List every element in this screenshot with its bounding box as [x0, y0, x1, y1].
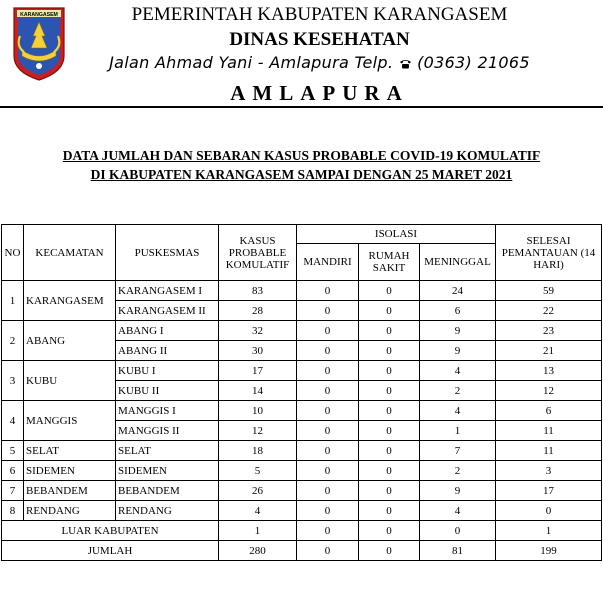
- cell-pusk: ABANG II: [116, 341, 219, 361]
- header-selesai: SELESAI PEMANTAUAN (14 HARI): [496, 225, 602, 281]
- table-row: [2, 401, 602, 421]
- cell-kec: RENDANG: [24, 501, 116, 521]
- cell-selesai: 23: [496, 321, 602, 341]
- cell-rs: 0: [359, 321, 420, 341]
- cell-pusk: SIDEMEN: [116, 461, 219, 481]
- cell-mandiri: 0: [297, 381, 359, 401]
- cell-kec: KUBU: [24, 361, 116, 401]
- logo-text: KARANGASEM: [20, 12, 58, 18]
- covid-cases-table: [1, 224, 602, 561]
- report-title-line1: DATA JUMLAH DAN SEBARAN KASUS PROBABLE COVID-19 KOMULATIF: [62, 148, 541, 163]
- cell-rs: 0: [359, 421, 420, 441]
- luar-meninggal: 0: [420, 521, 496, 541]
- jumlah-row: [2, 541, 602, 561]
- cell-kasus: 32: [219, 321, 297, 341]
- cell-mandiri: 0: [297, 301, 359, 321]
- cell-kec: SELAT: [24, 441, 116, 461]
- cell-pusk: KARANGASEM I: [116, 281, 219, 301]
- telephone-icon: [399, 58, 412, 69]
- cell-rs: 0: [359, 501, 420, 521]
- cell-mandiri: 0: [297, 361, 359, 381]
- cell-meninggal: 4: [420, 401, 496, 421]
- jumlah-mandiri: 0: [297, 541, 359, 561]
- cell-no: 5: [2, 441, 24, 461]
- cell-selesai: 17: [496, 481, 602, 501]
- luar-mandiri: 0: [297, 521, 359, 541]
- cell-mandiri: 0: [297, 281, 359, 301]
- cell-selesai: 22: [496, 301, 602, 321]
- cell-meninggal: 1: [420, 421, 496, 441]
- cell-kec: BEBANDEM: [24, 481, 116, 501]
- header-puskesmas: PUSKESMAS: [116, 225, 219, 281]
- address-text: Jalan Ahmad Yani - Amlapura Telp.: [109, 53, 394, 72]
- cell-meninggal: 9: [420, 341, 496, 361]
- table-row: [2, 361, 602, 381]
- cell-rs: 0: [359, 441, 420, 461]
- cell-meninggal: 9: [420, 481, 496, 501]
- cell-kasus: 14: [219, 381, 297, 401]
- cell-rs: 0: [359, 341, 420, 361]
- cell-selesai: 11: [496, 421, 602, 441]
- department-name: DINAS KESEHATAN: [229, 29, 410, 50]
- cell-kasus: 30: [219, 341, 297, 361]
- cell-kasus: 26: [219, 481, 297, 501]
- cell-no: 7: [2, 481, 24, 501]
- cell-kec: KARANGASEM: [24, 281, 116, 321]
- cell-meninggal: 4: [420, 501, 496, 521]
- jumlah-selesai: 199: [496, 541, 602, 561]
- cell-no: 4: [2, 401, 24, 441]
- cell-no: 3: [2, 361, 24, 401]
- jumlah-label: JUMLAH: [2, 541, 219, 561]
- report-title-line2: DI KABUPATEN KARANGASEM SAMPAI DENGAN 25 MARET 2021: [90, 167, 513, 182]
- cell-rs: 0: [359, 481, 420, 501]
- cell-selesai: 0: [496, 501, 602, 521]
- cell-pusk: ABANG I: [116, 321, 219, 341]
- cell-pusk: MANGGIS I: [116, 401, 219, 421]
- cell-mandiri: 0: [297, 401, 359, 421]
- luar-rs: 0: [359, 521, 420, 541]
- header-kasus: KASUS PROBABLE KOMULATIF: [219, 225, 297, 281]
- cell-no: 6: [2, 461, 24, 481]
- jumlah-rs: 0: [359, 541, 420, 561]
- header-meninggal: MENINGGAL: [420, 244, 496, 281]
- cell-no: 2: [2, 321, 24, 361]
- cell-kasus: 18: [219, 441, 297, 461]
- cell-pusk: KUBU I: [116, 361, 219, 381]
- cell-selesai: 12: [496, 381, 602, 401]
- cell-rs: 0: [359, 281, 420, 301]
- cell-no: 1: [2, 281, 24, 321]
- cell-pusk: RENDANG: [116, 501, 219, 521]
- cell-meninggal: 2: [420, 461, 496, 481]
- table-row: [2, 281, 602, 301]
- cell-pusk: KUBU II: [116, 381, 219, 401]
- table-row: [2, 321, 602, 341]
- cell-pusk: BEBANDEM: [116, 481, 219, 501]
- cell-meninggal: 2: [420, 381, 496, 401]
- cell-kasus: 10: [219, 401, 297, 421]
- cell-selesai: 3: [496, 461, 602, 481]
- cell-meninggal: 4: [420, 361, 496, 381]
- cell-pusk: SELAT: [116, 441, 219, 461]
- luar-kasus: 1: [219, 521, 297, 541]
- cell-kasus: 5: [219, 461, 297, 481]
- cell-no: 8: [2, 501, 24, 521]
- letterhead-divider: [0, 106, 603, 108]
- luar-row: [2, 521, 602, 541]
- header-no: NO: [2, 225, 24, 281]
- header-mandiri: MANDIRI: [297, 244, 359, 281]
- cell-kasus: 12: [219, 421, 297, 441]
- luar-selesai: 1: [496, 521, 602, 541]
- cell-mandiri: 0: [297, 461, 359, 481]
- cell-rs: 0: [359, 361, 420, 381]
- phone-number: (0363) 21065: [417, 53, 530, 72]
- cell-mandiri: 0: [297, 321, 359, 341]
- cell-kec: MANGGIS: [24, 401, 116, 441]
- cell-kec: ABANG: [24, 321, 116, 361]
- cell-mandiri: 0: [297, 441, 359, 461]
- city-name: AMLAPURA: [230, 81, 409, 105]
- address-line: [18, 53, 603, 72]
- cell-mandiri: 0: [297, 481, 359, 501]
- cell-mandiri: 0: [297, 421, 359, 441]
- cell-selesai: 21: [496, 341, 602, 361]
- cell-kasus: 83: [219, 281, 297, 301]
- cell-selesai: 11: [496, 441, 602, 461]
- table-row: [2, 441, 602, 461]
- cell-meninggal: 24: [420, 281, 496, 301]
- cell-kasus: 17: [219, 361, 297, 381]
- cell-meninggal: 9: [420, 321, 496, 341]
- cell-pusk: MANGGIS II: [116, 421, 219, 441]
- header-isolasi: ISOLASI: [297, 225, 496, 244]
- cell-selesai: 13: [496, 361, 602, 381]
- cell-meninggal: 6: [420, 301, 496, 321]
- jumlah-meninggal: 81: [420, 541, 496, 561]
- cell-kasus: 28: [219, 301, 297, 321]
- cell-selesai: 6: [496, 401, 602, 421]
- cell-meninggal: 7: [420, 441, 496, 461]
- header-rumah-sakit: RUMAH SAKIT: [359, 244, 420, 281]
- cell-kasus: 4: [219, 501, 297, 521]
- cell-kec: SIDEMEN: [24, 461, 116, 481]
- header-kecamatan: KECAMATAN: [24, 225, 116, 281]
- cell-rs: 0: [359, 301, 420, 321]
- table-row: [2, 481, 602, 501]
- table-row: [2, 461, 602, 481]
- cell-rs: 0: [359, 381, 420, 401]
- govt-name: PEMERINTAH KABUPATEN KARANGASEM: [131, 4, 508, 25]
- cell-selesai: 59: [496, 281, 602, 301]
- cell-mandiri: 0: [297, 341, 359, 361]
- table-row: [2, 501, 602, 521]
- cell-rs: 0: [359, 461, 420, 481]
- cell-rs: 0: [359, 401, 420, 421]
- cell-pusk: KARANGASEM II: [116, 301, 219, 321]
- jumlah-kasus: 280: [219, 541, 297, 561]
- cell-mandiri: 0: [297, 501, 359, 521]
- luar-label: LUAR KABUPATEN: [2, 521, 219, 541]
